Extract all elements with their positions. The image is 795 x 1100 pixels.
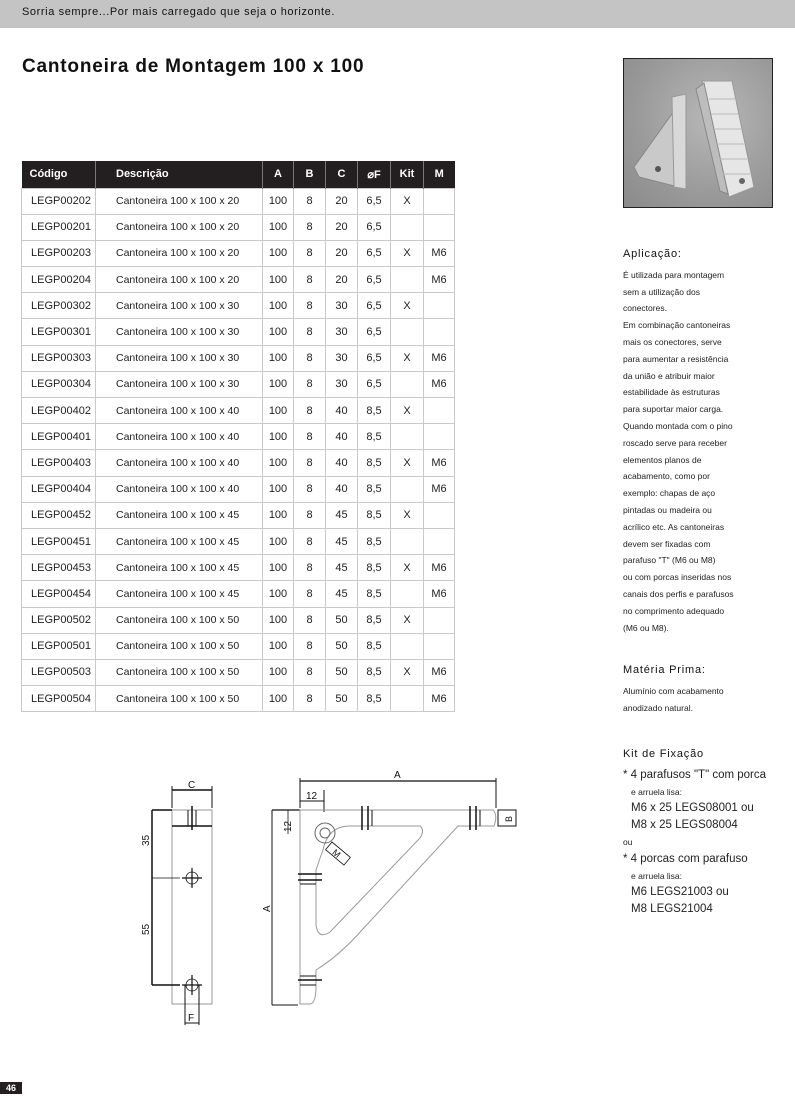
label-b: B [504,815,514,822]
page-number: 46 [0,1082,22,1094]
table-row [22,345,455,371]
cell-c: 30 [326,319,358,345]
materia-prima-section [623,662,791,716]
cell-code: LEGP00403 [22,450,96,476]
cell-kit [391,371,424,397]
aplicacao-line: mais os conectores, serve [623,336,722,347]
kit-fixacao-section [623,746,791,918]
cell-c: 20 [326,214,358,240]
side-view-drawing [141,780,212,1025]
cell-m: M6 [424,371,455,397]
aplicacao-line: acrílico etc. As cantoneiras [623,521,725,532]
cell-desc: Cantoneira 100 x 100 x 30 [96,345,263,371]
cell-kit: X [391,188,424,214]
cell-desc: Cantoneira 100 x 100 x 40 [96,424,263,450]
cell-b: 8 [294,686,326,712]
cell-c: 20 [326,188,358,214]
cell-b: 8 [294,476,326,502]
aplicacao-line: estabilidade às estruturas [623,387,720,398]
cell-b: 8 [294,581,326,607]
cell-kit: X [391,450,424,476]
cell-code: LEGP00402 [22,398,96,424]
cell-a: 100 [263,633,294,659]
aplicacao-line: devem ser fixadas com [623,538,711,549]
label-a-top: A [394,770,401,781]
product-spec-table [21,161,455,712]
cell-kit: X [391,555,424,581]
aplicacao-line: exemplo: chapas de aço [623,488,716,499]
cell-a: 100 [263,476,294,502]
aplicacao-line: no comprimento adequado [623,605,725,616]
cell-kit: X [391,659,424,685]
front-view-drawing [262,770,516,1005]
cell-f: 6,5 [358,240,391,266]
aplicacao-line: para aumentar a resistência [623,353,729,364]
cell-desc: Cantoneira 100 x 100 x 20 [96,267,263,293]
cell-code: LEGP00201 [22,214,96,240]
cell-b: 8 [294,607,326,633]
cell-a: 100 [263,398,294,424]
cell-c: 45 [326,555,358,581]
cell-f: 8,5 [358,450,391,476]
cell-c: 30 [326,371,358,397]
cell-c: 45 [326,502,358,528]
cell-f: 8,5 [358,659,391,685]
cell-a: 100 [263,581,294,607]
cell-a: 100 [263,267,294,293]
cell-a: 100 [263,607,294,633]
aplicacao-line: ou com porcas inseridas nos [623,572,732,583]
cell-a: 100 [263,450,294,476]
cell-a: 100 [263,293,294,319]
cell-m: M6 [424,686,455,712]
cell-b: 8 [294,502,326,528]
cell-a: 100 [263,528,294,554]
cell-m [424,214,455,240]
kit-option1-item: M8 x 25 LEGS08004 [631,819,738,832]
cell-m: M6 [424,581,455,607]
cell-a: 100 [263,214,294,240]
cell-code: LEGP00454 [22,581,96,607]
materia-prima-line: Alumínio com acabamento [623,685,724,696]
cell-desc: Cantoneira 100 x 100 x 45 [96,502,263,528]
cell-f: 6,5 [358,345,391,371]
cell-code: LEGP00502 [22,607,96,633]
cell-f: 8,5 [358,424,391,450]
column-header-diameter-f: ⌀F [358,161,391,188]
label-a-side: A [262,905,273,912]
aplicacao-line: para suportar maior carga. [623,404,724,415]
cell-f: 8,5 [358,555,391,581]
column-header-kit: Kit [391,161,424,188]
cell-m [424,319,455,345]
table-row [22,686,455,712]
cell-c: 45 [326,581,358,607]
table-row [22,476,455,502]
cell-m: M6 [424,476,455,502]
cell-f: 6,5 [358,188,391,214]
cell-c: 40 [326,398,358,424]
cell-b: 8 [294,659,326,685]
materia-prima-line: anodizado natural. [623,702,693,713]
kit-option2-item: M8 LEGS21004 [631,903,713,916]
cell-c: 45 [326,528,358,554]
aplicacao-line: É utilizada para montagem [623,269,725,280]
column-header-m: M [424,161,455,188]
cell-desc: Cantoneira 100 x 100 x 40 [96,398,263,424]
header-slogan: Sorria sempre...Por mais carregado que seja o horizonte. [22,6,336,18]
cell-kit: X [391,240,424,266]
table-row [22,581,455,607]
cell-m [424,528,455,554]
cell-code: LEGP00302 [22,293,96,319]
cell-desc: Cantoneira 100 x 100 x 50 [96,633,263,659]
cell-b: 8 [294,319,326,345]
cell-b: 8 [294,424,326,450]
cell-c: 40 [326,450,358,476]
cell-f: 8,5 [358,476,391,502]
cell-m [424,502,455,528]
cell-b: 8 [294,188,326,214]
cell-b: 8 [294,555,326,581]
cell-m: M6 [424,240,455,266]
label-55: 55 [141,923,152,935]
cell-desc: Cantoneira 100 x 100 x 45 [96,555,263,581]
aplicacao-line: sem a utilização dos [623,286,701,297]
aplicacao-line: acabamento, como por [623,471,710,482]
table-row [22,555,455,581]
cell-kit [391,424,424,450]
cell-kit [391,633,424,659]
cell-f: 8,5 [358,398,391,424]
cell-desc: Cantoneira 100 x 100 x 45 [96,581,263,607]
kit-or: ou [623,836,633,847]
column-header-b: B [294,161,326,188]
cell-kit [391,214,424,240]
cell-b: 8 [294,293,326,319]
cell-code: LEGP00503 [22,659,96,685]
cell-kit: X [391,293,424,319]
cell-kit [391,581,424,607]
label-12-horizontal: 12 [306,791,318,802]
cell-kit [391,476,424,502]
cell-kit: X [391,502,424,528]
label-m: M [330,847,343,860]
table-row [22,371,455,397]
cell-b: 8 [294,398,326,424]
cell-kit: X [391,345,424,371]
aplicacao-line: pintadas ou madeira ou [623,504,712,515]
cell-code: LEGP00504 [22,686,96,712]
cell-b: 8 [294,240,326,266]
table-row [22,319,455,345]
label-c: C [188,780,196,791]
cell-code: LEGP00304 [22,371,96,397]
cell-f: 8,5 [358,686,391,712]
cell-c: 20 [326,240,358,266]
cell-code: LEGP00404 [22,476,96,502]
table-row [22,293,455,319]
cell-m: M6 [424,345,455,371]
page-title: Cantoneira de Montagem 100 x 100 [22,56,365,77]
label-f: F [188,1013,195,1024]
cell-desc: Cantoneira 100 x 100 x 40 [96,476,263,502]
cell-m: M6 [424,659,455,685]
aplicacao-line: canais dos perfis e parafusos [623,588,734,599]
cell-m [424,293,455,319]
cell-a: 100 [263,345,294,371]
label-12-vertical: 12 [283,820,294,832]
cell-c: 40 [326,476,358,502]
cell-code: LEGP00452 [22,502,96,528]
cell-f: 6,5 [358,371,391,397]
cell-f: 6,5 [358,214,391,240]
kit-option2-sub: e arruela lisa: [631,870,683,881]
cell-a: 100 [263,424,294,450]
aplicacao-text [623,267,791,637]
cell-b: 8 [294,345,326,371]
column-header-codigo: Código [22,161,96,188]
cell-m [424,398,455,424]
cell-m [424,424,455,450]
aplicacao-line: da união e atribuir maior [623,370,715,381]
cell-a: 100 [263,371,294,397]
aplicacao-title: Aplicação: [623,248,682,260]
cell-c: 50 [326,607,358,633]
cell-code: LEGP00204 [22,267,96,293]
cell-code: LEGP00202 [22,188,96,214]
table-row [22,267,455,293]
cell-b: 8 [294,633,326,659]
cell-b: 8 [294,267,326,293]
materia-prima-title: Matéria Prima: [623,664,706,676]
cell-m: M6 [424,267,455,293]
cell-b: 8 [294,371,326,397]
cell-desc: Cantoneira 100 x 100 x 40 [96,450,263,476]
cell-m: M6 [424,450,455,476]
aplicacao-line: Em combinação cantoneiras [623,320,731,331]
cell-kit [391,686,424,712]
cell-a: 100 [263,240,294,266]
cell-code: LEGP00401 [22,424,96,450]
cell-c: 30 [326,293,358,319]
aplicacao-line: (M6 ou M8). [623,622,669,633]
cell-desc: Cantoneira 100 x 100 x 50 [96,686,263,712]
cell-desc: Cantoneira 100 x 100 x 30 [96,319,263,345]
cell-a: 100 [263,188,294,214]
kit-option1-sub: e arruela lisa: [631,786,683,797]
cell-desc: Cantoneira 100 x 100 x 50 [96,607,263,633]
table-row [22,607,455,633]
header-band [0,0,795,28]
table-header-row [22,161,455,188]
table-row [22,450,455,476]
cell-f: 6,5 [358,293,391,319]
cell-c: 50 [326,686,358,712]
cell-code: LEGP00453 [22,555,96,581]
cell-code: LEGP00203 [22,240,96,266]
cell-kit: X [391,607,424,633]
cell-f: 8,5 [358,502,391,528]
aplicacao-line: Quando montada com o pino [623,420,733,431]
cell-m [424,633,455,659]
table-row [22,240,455,266]
cell-desc: Cantoneira 100 x 100 x 20 [96,188,263,214]
aplicacao-line: roscado serve para receber [623,437,727,448]
table-row [22,214,455,240]
cell-kit [391,319,424,345]
column-header-descricao: Descrição [96,161,263,188]
cell-b: 8 [294,450,326,476]
cell-a: 100 [263,555,294,581]
cell-m [424,607,455,633]
cell-a: 100 [263,319,294,345]
column-header-c: C [326,161,358,188]
label-35: 35 [141,834,152,846]
cell-desc: Cantoneira 100 x 100 x 30 [96,371,263,397]
cell-c: 20 [326,267,358,293]
table-row [22,528,455,554]
cell-m: M6 [424,555,455,581]
kit-option1-head: * 4 parafusos "T" com porca [623,768,767,781]
table-row [22,398,455,424]
cell-c: 40 [326,424,358,450]
kit-option1-item: M6 x 25 LEGS08001 ou [631,802,754,815]
cell-code: LEGP00501 [22,633,96,659]
cell-desc: Cantoneira 100 x 100 x 50 [96,659,263,685]
aplicacao-line: conectores. [623,303,667,314]
cell-m [424,188,455,214]
table-row [22,659,455,685]
cell-f: 8,5 [358,607,391,633]
aplicacao-section [623,246,791,636]
cell-a: 100 [263,502,294,528]
cell-a: 100 [263,659,294,685]
cell-c: 50 [326,633,358,659]
cell-desc: Cantoneira 100 x 100 x 45 [96,528,263,554]
cell-c: 30 [326,345,358,371]
aplicacao-line: elementos planos de [623,454,702,465]
cell-f: 8,5 [358,581,391,607]
cell-kit: X [391,398,424,424]
cell-f: 6,5 [358,267,391,293]
cell-kit [391,528,424,554]
product-photo [623,58,773,208]
table-row [22,424,455,450]
table-row [22,188,455,214]
cell-f: 8,5 [358,633,391,659]
angle-bracket-photo-icon [624,59,773,208]
cell-b: 8 [294,528,326,554]
cell-a: 100 [263,686,294,712]
kit-option2-item: M6 LEGS21003 ou [631,886,729,899]
table-row [22,502,455,528]
column-header-a: A [263,161,294,188]
cell-code: LEGP00301 [22,319,96,345]
cell-f: 6,5 [358,319,391,345]
aplicacao-line: parafuso "T" (M6 ou M8) [623,555,716,566]
cell-code: LEGP00451 [22,528,96,554]
cell-kit [391,267,424,293]
cell-b: 8 [294,214,326,240]
cell-code: LEGP00303 [22,345,96,371]
table-row [22,633,455,659]
cell-f: 8,5 [358,528,391,554]
cell-desc: Cantoneira 100 x 100 x 20 [96,214,263,240]
kit-option2-head: * 4 porcas com parafuso [623,852,748,865]
cell-c: 50 [326,659,358,685]
cell-desc: Cantoneira 100 x 100 x 30 [96,293,263,319]
cell-desc: Cantoneira 100 x 100 x 20 [96,240,263,266]
kit-fixacao-title: Kit de Fixação [623,748,704,760]
